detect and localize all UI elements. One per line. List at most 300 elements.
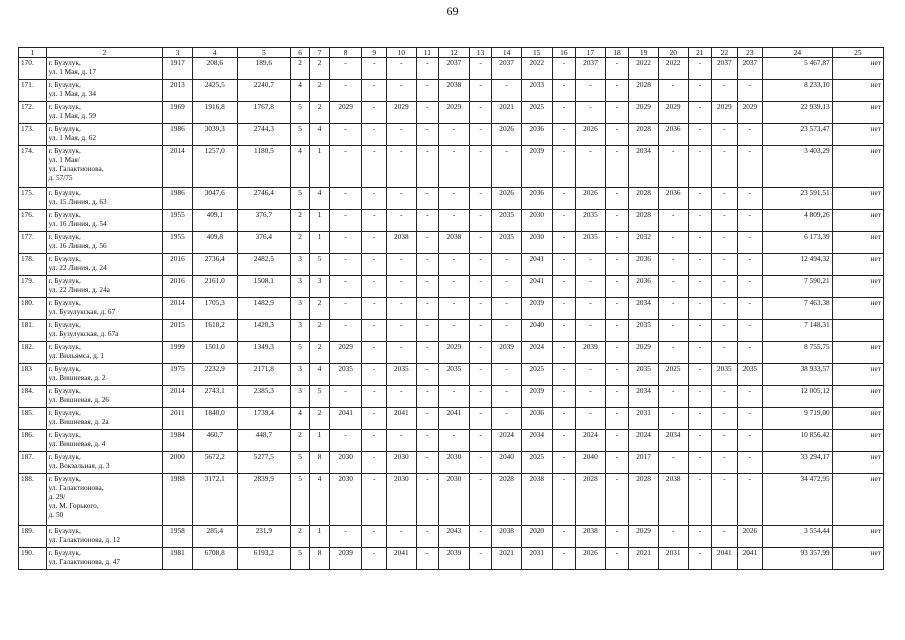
value-cell: - — [469, 188, 491, 210]
address-line: ул. 1 Мая, д. 34 — [48, 89, 97, 98]
value-cell: 2029 — [629, 102, 659, 124]
column-number-header: 10 — [387, 48, 417, 58]
value-cell: 2 — [310, 320, 329, 342]
value-cell: 2041 — [521, 276, 552, 298]
value-cell: - — [552, 210, 576, 232]
value-cell: - — [552, 548, 576, 570]
value-cell: 2025 — [521, 102, 552, 124]
value-cell: 2034 — [629, 386, 659, 408]
value-cell: - — [737, 124, 763, 146]
value-cell: 376,7 — [237, 210, 290, 232]
value-cell: - — [605, 526, 629, 548]
value-cell: 4 — [310, 474, 329, 526]
value-cell: - — [416, 548, 438, 570]
value-cell: - — [469, 474, 491, 526]
value-cell: - — [469, 526, 491, 548]
value-cell: 2040 — [521, 320, 552, 342]
value-cell: - — [362, 526, 387, 548]
value-cell: - — [469, 298, 491, 320]
value-cell: 2000 — [163, 452, 193, 474]
column-number-header: 19 — [629, 48, 659, 58]
address-cell — [46, 526, 163, 548]
value-cell: - — [469, 276, 491, 298]
value-cell: - — [362, 188, 387, 210]
column-number-header: 24 — [763, 48, 833, 58]
value-cell: 9 719,00 — [763, 408, 833, 430]
address-cell — [46, 232, 163, 254]
value-cell: - — [658, 408, 688, 430]
address-cell — [46, 210, 163, 232]
address-line: ул. Вишневая, д. 2а — [48, 417, 109, 426]
value-cell: 2040 — [492, 452, 522, 474]
value-cell: 409,8 — [192, 232, 237, 254]
value-cell: - — [492, 386, 522, 408]
address-line: ул. 1 Мая/ — [48, 155, 80, 164]
row-number-cell: 176. — [19, 210, 47, 232]
value-cell: - — [439, 320, 470, 342]
value-cell: 2839,9 — [237, 474, 290, 526]
value-cell: нет — [832, 210, 883, 232]
value-cell: - — [658, 210, 688, 232]
value-cell: 5 — [290, 548, 309, 570]
address-line: г. Бузулук, — [48, 430, 81, 439]
value-cell: - — [387, 254, 417, 276]
value-cell: - — [439, 276, 470, 298]
value-cell: 4 809,26 — [763, 210, 833, 232]
value-cell: 1 — [310, 430, 329, 452]
value-cell: - — [688, 102, 712, 124]
value-cell: - — [469, 210, 491, 232]
value-cell: - — [387, 188, 417, 210]
value-cell: - — [712, 254, 738, 276]
value-cell: - — [605, 320, 629, 342]
column-number-header: 7 — [310, 48, 329, 58]
value-cell: 6193,2 — [237, 548, 290, 570]
value-cell: - — [416, 430, 438, 452]
value-cell: 2026 — [737, 526, 763, 548]
value-cell: - — [552, 254, 576, 276]
value-cell: 2041 — [329, 408, 362, 430]
value-cell: 1180,5 — [237, 146, 290, 188]
value-cell: 3 — [290, 276, 309, 298]
address-line: г. Бузулук, — [48, 232, 81, 241]
value-cell: нет — [832, 408, 883, 430]
value-cell: - — [658, 298, 688, 320]
value-cell: - — [552, 276, 576, 298]
value-cell: - — [387, 80, 417, 102]
value-cell: нет — [832, 364, 883, 386]
table-row — [19, 430, 884, 452]
address-line: г. Бузулук, — [48, 364, 81, 373]
address-line: г. Бузулук, — [48, 408, 81, 417]
value-cell: - — [712, 146, 738, 188]
address-line: ул. Вишневая, д. 26 — [48, 395, 109, 404]
value-cell: - — [439, 124, 470, 146]
row-number-cell: 182. — [19, 342, 47, 364]
value-cell: 1986 — [163, 124, 193, 146]
value-cell: - — [658, 526, 688, 548]
value-cell: 2 — [310, 342, 329, 364]
value-cell: 2016 — [163, 254, 193, 276]
value-cell: 2030 — [387, 452, 417, 474]
value-cell: 2029 — [737, 102, 763, 124]
value-cell: - — [737, 342, 763, 364]
value-cell: - — [576, 364, 606, 386]
value-cell: 2039 — [492, 342, 522, 364]
value-cell: - — [416, 526, 438, 548]
value-cell: - — [737, 188, 763, 210]
address-line: г. Бузулук, — [48, 102, 81, 111]
value-cell: - — [605, 124, 629, 146]
value-cell: 2 — [310, 102, 329, 124]
table-row — [19, 58, 884, 80]
value-cell: - — [605, 146, 629, 188]
address-line: г. Бузулук, — [48, 254, 81, 263]
value-cell: - — [737, 232, 763, 254]
value-cell: - — [688, 80, 712, 102]
value-cell: 5 — [290, 474, 309, 526]
value-cell: - — [362, 430, 387, 452]
table-row — [19, 474, 884, 526]
table-row — [19, 124, 884, 146]
address-line: ул. 16 Линия, д. 56 — [48, 241, 107, 250]
value-cell: - — [469, 102, 491, 124]
value-cell: 2232,9 — [192, 364, 237, 386]
value-cell: - — [605, 102, 629, 124]
column-number-header: 2 — [46, 48, 163, 58]
value-cell: 2037 — [737, 58, 763, 80]
table-row — [19, 342, 884, 364]
value-cell: 1999 — [163, 342, 193, 364]
value-cell: 2026 — [576, 124, 606, 146]
value-cell: - — [439, 188, 470, 210]
value-cell: 2029 — [439, 342, 470, 364]
value-cell: - — [658, 342, 688, 364]
value-cell: нет — [832, 386, 883, 408]
value-cell: нет — [832, 526, 883, 548]
value-cell: - — [688, 188, 712, 210]
address-cell — [46, 386, 163, 408]
value-cell: - — [552, 124, 576, 146]
address-line: ул. 22 Линия, д. 24а — [48, 285, 110, 294]
value-cell: - — [737, 408, 763, 430]
value-cell: - — [362, 58, 387, 80]
value-cell: 33 294,17 — [763, 452, 833, 474]
address-line: ул. 15 Линия, д. 63 — [48, 197, 107, 206]
row-number-cell: 185. — [19, 408, 47, 430]
value-cell: - — [658, 254, 688, 276]
value-cell: - — [576, 254, 606, 276]
value-cell: - — [658, 386, 688, 408]
value-cell: - — [688, 58, 712, 80]
value-cell: - — [712, 526, 738, 548]
value-cell: 2029 — [439, 102, 470, 124]
value-cell: 2020 — [521, 526, 552, 548]
value-cell: - — [712, 276, 738, 298]
value-cell: нет — [832, 430, 883, 452]
value-cell: - — [688, 452, 712, 474]
value-cell: - — [416, 188, 438, 210]
value-cell: - — [329, 80, 362, 102]
value-cell: 1955 — [163, 232, 193, 254]
value-cell: 2035 — [492, 232, 522, 254]
value-cell: - — [658, 80, 688, 102]
value-cell: нет — [832, 188, 883, 210]
value-cell: - — [469, 146, 491, 188]
value-cell: 2024 — [629, 430, 659, 452]
value-cell: 1501,0 — [192, 342, 237, 364]
value-cell: 2041 — [712, 548, 738, 570]
value-cell: - — [329, 526, 362, 548]
value-cell: 2035 — [712, 364, 738, 386]
value-cell: - — [737, 474, 763, 526]
address-cell — [46, 320, 163, 342]
address-line: г. Бузулук, — [48, 276, 81, 285]
value-cell: 2037 — [712, 58, 738, 80]
address-line: ул. Галактионова, д. 12 — [48, 535, 121, 544]
value-cell: - — [387, 58, 417, 80]
address-line: ул. М. Горького, — [48, 501, 99, 510]
value-cell: - — [492, 298, 522, 320]
address-cell — [46, 58, 163, 80]
value-cell: 2028 — [629, 80, 659, 102]
value-cell: 2034 — [521, 430, 552, 452]
value-cell: - — [329, 320, 362, 342]
value-cell: - — [387, 276, 417, 298]
value-cell: - — [416, 80, 438, 102]
table-row — [19, 364, 884, 386]
row-number-cell: 189. — [19, 526, 47, 548]
value-cell: 2013 — [163, 80, 193, 102]
value-cell: 2035 — [387, 364, 417, 386]
value-cell: 2 — [290, 232, 309, 254]
column-number-header: 21 — [688, 48, 712, 58]
value-cell: 2030 — [521, 232, 552, 254]
value-cell: - — [658, 276, 688, 298]
value-cell: 2482,5 — [237, 254, 290, 276]
value-cell: 2022 — [629, 58, 659, 80]
value-cell: 3 554,44 — [763, 526, 833, 548]
address-line: г. Бузулук, — [48, 124, 81, 133]
value-cell: - — [552, 430, 576, 452]
value-cell: - — [387, 146, 417, 188]
address-line: ул. Вильямса, д. 1 — [48, 351, 105, 360]
value-cell: - — [576, 146, 606, 188]
housing-table — [18, 47, 884, 570]
value-cell: 448,7 — [237, 430, 290, 452]
value-cell: 34 472,95 — [763, 474, 833, 526]
page-number: 69 — [446, 4, 459, 18]
column-number-header: 13 — [469, 48, 491, 58]
value-cell: - — [492, 146, 522, 188]
address-line: г. Бузулук, — [48, 210, 81, 219]
value-cell: - — [605, 254, 629, 276]
value-cell: 2038 — [492, 526, 522, 548]
value-cell: 2014 — [163, 386, 193, 408]
value-cell: - — [469, 386, 491, 408]
value-cell: - — [552, 320, 576, 342]
value-cell: - — [416, 276, 438, 298]
value-cell: - — [469, 408, 491, 430]
value-cell: 1 — [310, 146, 329, 188]
address-cell — [46, 452, 163, 474]
value-cell: - — [416, 146, 438, 188]
value-cell: 2 — [290, 430, 309, 452]
value-cell: 2743,1 — [192, 386, 237, 408]
value-cell: - — [605, 364, 629, 386]
address-cell — [46, 342, 163, 364]
value-cell: 1705,3 — [192, 298, 237, 320]
value-cell: 2029 — [629, 342, 659, 364]
value-cell: 2036 — [521, 408, 552, 430]
value-cell: 8 — [310, 452, 329, 474]
value-cell: - — [329, 298, 362, 320]
value-cell: 2025 — [658, 364, 688, 386]
value-cell: - — [605, 408, 629, 430]
row-number-cell: 175. — [19, 188, 47, 210]
value-cell: 2026 — [492, 124, 522, 146]
value-cell: - — [688, 232, 712, 254]
value-cell: - — [362, 210, 387, 232]
value-cell: 3 403,29 — [763, 146, 833, 188]
value-cell: - — [439, 146, 470, 188]
value-cell: 2024 — [492, 430, 522, 452]
value-cell: 2035 — [329, 364, 362, 386]
value-cell: 5277,5 — [237, 452, 290, 474]
value-cell: - — [469, 232, 491, 254]
address-line: г. Бузулук, — [48, 548, 81, 557]
value-cell: 2240,7 — [237, 80, 290, 102]
address-line: д. 57/75 — [48, 173, 73, 182]
value-cell: 2 — [290, 58, 309, 80]
row-number-cell: 178. — [19, 254, 47, 276]
value-cell: 2 — [310, 58, 329, 80]
address-line: г. Бузулук, — [48, 58, 81, 67]
value-cell: 2035 — [576, 232, 606, 254]
value-cell: 2017 — [629, 452, 659, 474]
value-cell: - — [329, 254, 362, 276]
value-cell: 2025 — [521, 364, 552, 386]
value-cell: 2041 — [521, 254, 552, 276]
value-cell: 2034 — [629, 146, 659, 188]
value-cell: 2022 — [658, 58, 688, 80]
address-line: ул. Бузулукская, д. 67а — [48, 329, 119, 338]
value-cell: - — [712, 210, 738, 232]
value-cell: - — [712, 298, 738, 320]
value-cell: - — [387, 342, 417, 364]
column-number-header: 18 — [605, 48, 629, 58]
address-line: г. Бузулук, — [48, 80, 81, 89]
value-cell: - — [439, 210, 470, 232]
value-cell: 2035 — [629, 320, 659, 342]
value-cell: - — [737, 320, 763, 342]
value-cell: 2035 — [629, 364, 659, 386]
column-number-header: 5 — [237, 48, 290, 58]
value-cell: 3047,6 — [192, 188, 237, 210]
value-cell: - — [416, 474, 438, 526]
value-cell: - — [737, 254, 763, 276]
value-cell: нет — [832, 548, 883, 570]
value-cell: 5 — [290, 102, 309, 124]
value-cell: - — [387, 320, 417, 342]
value-cell: 2037 — [576, 58, 606, 80]
address-line: ул. 16 Линия, д. 54 — [48, 219, 107, 228]
value-cell: - — [712, 386, 738, 408]
address-line: ул. 1 Мая, д. 62 — [48, 133, 97, 142]
value-cell: - — [605, 210, 629, 232]
value-cell: 1420,3 — [237, 320, 290, 342]
value-cell: - — [688, 320, 712, 342]
value-cell: 5 — [290, 452, 309, 474]
value-cell: 208,6 — [192, 58, 237, 80]
column-number-header: 23 — [737, 48, 763, 58]
value-cell: 12 005,12 — [763, 386, 833, 408]
table-row — [19, 210, 884, 232]
value-cell: 2 — [310, 80, 329, 102]
value-cell: 3 — [290, 254, 309, 276]
value-cell: - — [416, 320, 438, 342]
value-cell: 2033 — [521, 80, 552, 102]
value-cell: - — [362, 298, 387, 320]
value-cell: 23 591,51 — [763, 188, 833, 210]
value-cell: - — [552, 146, 576, 188]
value-cell: 2030 — [439, 474, 470, 526]
value-cell: - — [329, 146, 362, 188]
value-cell: 2041 — [387, 548, 417, 570]
value-cell: 1349,3 — [237, 342, 290, 364]
value-cell: нет — [832, 254, 883, 276]
value-cell: - — [329, 58, 362, 80]
value-cell: - — [469, 254, 491, 276]
table-row — [19, 102, 884, 124]
value-cell: 4 — [290, 80, 309, 102]
value-cell: - — [737, 146, 763, 188]
value-cell: - — [688, 548, 712, 570]
row-number-cell: 173. — [19, 124, 47, 146]
value-cell: нет — [832, 474, 883, 526]
value-cell: - — [552, 474, 576, 526]
value-cell: - — [362, 548, 387, 570]
column-number-header: 8 — [329, 48, 362, 58]
value-cell: 5 — [310, 386, 329, 408]
value-cell: - — [737, 452, 763, 474]
value-cell: - — [387, 210, 417, 232]
row-number-cell: 179. — [19, 276, 47, 298]
value-cell: - — [416, 102, 438, 124]
row-number-cell: 180. — [19, 298, 47, 320]
value-cell: 1988 — [163, 474, 193, 526]
table-row — [19, 254, 884, 276]
value-cell: - — [552, 526, 576, 548]
value-cell: - — [737, 430, 763, 452]
column-number-header: 11 — [416, 48, 438, 58]
value-cell: - — [576, 386, 606, 408]
column-number-row — [19, 48, 884, 58]
value-cell: - — [469, 364, 491, 386]
column-number-header: 25 — [832, 48, 883, 58]
address-cell — [46, 474, 163, 526]
address-cell — [46, 124, 163, 146]
value-cell: 4 — [310, 364, 329, 386]
value-cell: - — [576, 102, 606, 124]
value-cell: - — [712, 80, 738, 102]
row-number-cell: 190. — [19, 548, 47, 570]
value-cell: 2035 — [737, 364, 763, 386]
value-cell: - — [416, 386, 438, 408]
address-cell — [46, 146, 163, 188]
value-cell: 2036 — [629, 254, 659, 276]
value-cell: 2038 — [576, 526, 606, 548]
